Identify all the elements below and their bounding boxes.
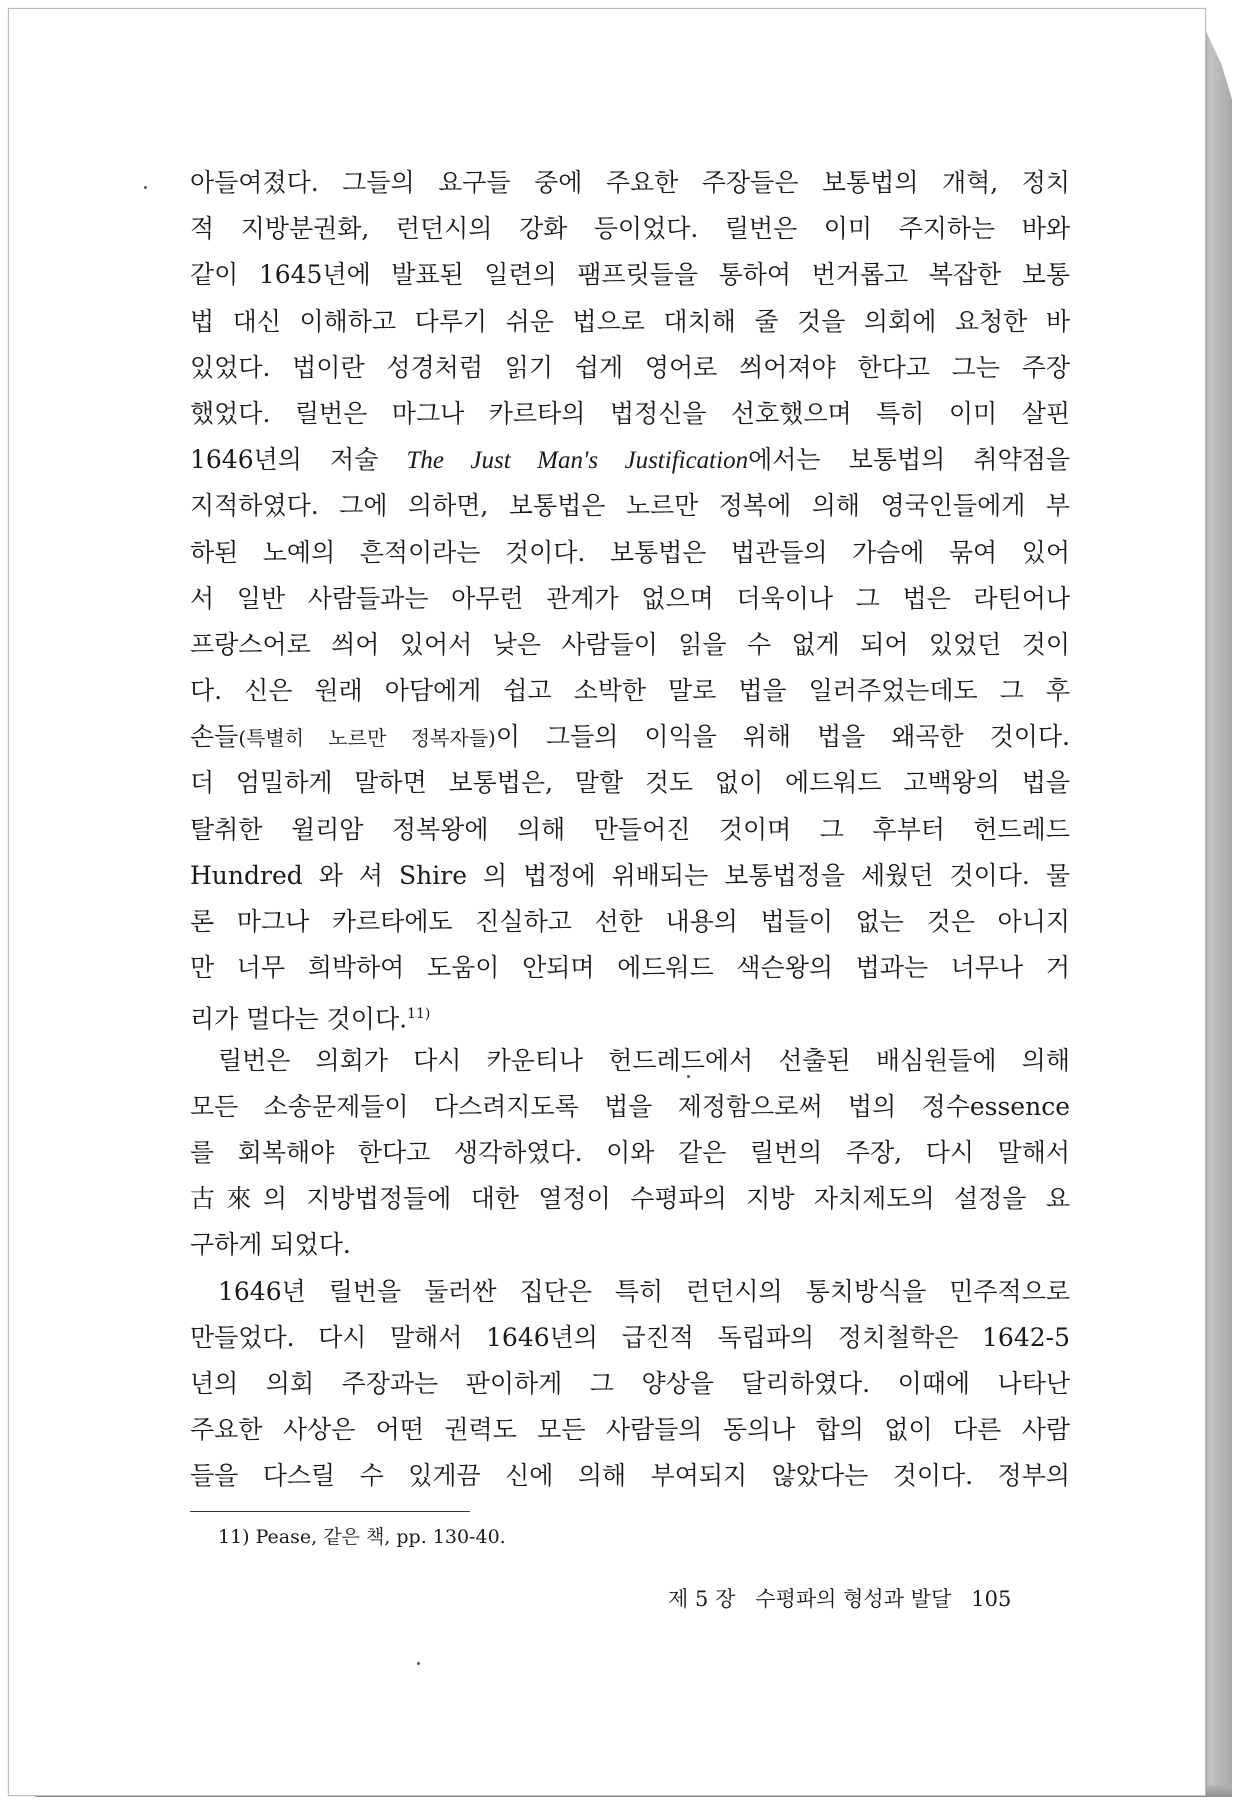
speck [144,186,147,189]
footnote-rule [190,1511,470,1512]
text-line: 하된 노예의 흔적이라는 것이다. 보통법은 법관들의 가슴에 묶여 있어 [190,537,1070,567]
text-segment: 이 그들의 이익을 위해 법을 왜곡한 것이다. [495,722,1070,752]
text-line: 더 엄밀하게 말하면 보통법은, 말할 것도 없이 에드워드 고백왕의 법을 [190,768,1070,798]
text-line: Hundred 와 셔 Shire 의 법정에 위배되는 보통법정을 세웠던 것이다. 물 [190,860,1070,890]
text-line: 릴번은 의회가 다시 카운티나 헌드레드에서 선출된 배심원들에 의해 [218,1045,1070,1075]
text-line: 탈취한 윌리암 정복왕에 의해 만들어진 것이며 그 후부터 헌드레드 [190,814,1070,844]
text-line: 구하게 되었다. [190,1230,351,1260]
text-line: 모든 소송문제들이 다스려지도록 법을 제정함으로써 법의 정수essence [190,1091,1070,1121]
text-line [190,991,1070,1037]
text-line: 법 대신 이해하고 다루기 쉬운 법으로 대치해 줄 것을 의회에 요청한 바 [190,306,1070,336]
text-line: 프랑스어로 씌어 있어서 낮은 사람들이 읽을 수 없게 되어 있었던 것이 [190,629,1070,659]
page-number: 105 [971,1587,1012,1611]
text-line: 적 지방분권화, 런던시의 강화 등이었다. 릴번은 이미 주지하는 바와 [190,214,1070,244]
book-title: The Just Man's Justification [406,447,749,475]
text-line: 만 너무 희박하여 도움이 안되며 에드워드 색슨왕의 법과는 너무나 거 [190,953,1070,983]
parenthetical: (특별히 노르만 정복자들) [238,726,496,751]
text-line: 아들여졌다. 그들의 요구들 중에 주요한 주장들은 보통법의 개혁, 정치 [190,168,1070,197]
text-line: 론 마그나 카르타에도 진실하고 선한 내용의 법들이 없는 것은 아니지 [190,907,1070,936]
footnote: 11) Pease, 같은 책, pp. 130-40. [218,1526,506,1548]
footnote-ref: 11) [407,1006,431,1023]
text-line: 古來의 지방법정들에 대한 열정이 수평파의 지방 자치제도의 설정을 요 [190,1184,1070,1214]
text-line: 1646년 릴번을 둘러싼 집단은 특히 런던시의 통치방식을 민주적으로 [218,1276,1070,1306]
text-segment: 손들 [190,722,239,752]
text-line [190,437,1070,483]
body-text [190,160,1070,1499]
text-line: 다. 신은 원래 아담에게 쉽고 소박한 말로 법을 일러주었는데도 그 후 [190,676,1070,706]
text-line: 서 일반 사람들과는 아무런 관계가 없으며 더욱이나 그 법은 라틴어나 [190,583,1070,613]
text-line: 들을 다스릴 수 있게끔 신에 의해 부여되지 않았다는 것이다. 정부의 [190,1461,1070,1491]
text-line: 했었다. 릴번은 마그나 카르타의 법정신을 선호했으며 특히 이미 살핀 [190,398,1070,428]
text-line [190,714,1070,760]
text-line: 년의 의회 주장과는 판이하게 그 양상을 달리하였다. 이때에 나타난 [190,1368,1070,1398]
text-segment: 리가 멀다는 것이다. [190,1004,408,1034]
text-segment: 1646년의 저술 [190,445,407,475]
speck [417,1662,420,1665]
text-line: 를 회복해야 한다고 생각하였다. 이와 같은 릴번의 주장, 다시 말해서 [190,1137,1070,1167]
text-line: 주요한 사상은 어떤 권력도 모든 사람들의 동의나 합의 없이 다른 사람 [190,1415,1070,1445]
chapter-title: 수평파의 형성과 발달 [755,1587,952,1611]
text-line: 있었다. 법이란 성경처럼 읽기 쉽게 영어로 씌어져야 한다고 그는 주장 [190,352,1070,382]
text-line: 만들었다. 다시 말해서 1646년의 급진적 독립파의 정치철학은 1642-5 [190,1322,1070,1352]
text-segment: 에서는 보통법의 취약점을 [748,445,1070,475]
chapter-label: 제 5 장 [668,1587,736,1611]
text-line: 같이 1645년에 발표된 일련의 팸프릿들을 통하여 번거롭고 복잡한 보통 [190,260,1070,290]
text-line: 지적하였다. 그에 의하면, 보통법은 노르만 정복에 의해 영국인들에게 부 [190,491,1070,521]
running-footer [668,1583,1011,1613]
